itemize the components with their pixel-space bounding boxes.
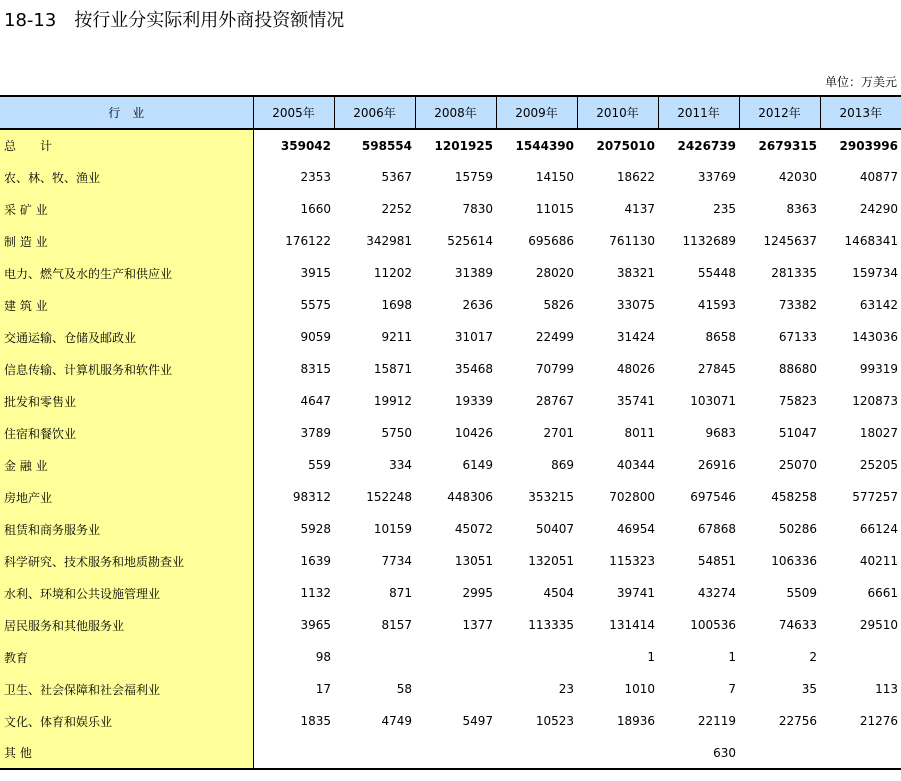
column-header-industry: 行 业	[0, 96, 253, 129]
table-row	[0, 513, 901, 545]
value-cell: 106336	[771, 554, 817, 568]
value-cell: 2701	[543, 426, 574, 440]
industry-cell: 住宿和餐饮业	[0, 417, 253, 449]
unit-label: 单位：万美元	[824, 75, 897, 89]
value-cell: 98	[315, 650, 331, 664]
value-cell: 7734	[381, 554, 412, 568]
value-cell: 1660	[300, 202, 331, 216]
data-table	[0, 95, 901, 770]
value-cell: 353215	[528, 490, 574, 504]
industry-cell: 居民服务和其他服务业	[0, 609, 253, 641]
table-row	[0, 705, 901, 737]
value-cell: 559	[308, 458, 331, 472]
table-row	[0, 545, 901, 577]
value-cell: 75823	[778, 394, 817, 408]
industry-cell: 采 矿 业	[0, 193, 253, 225]
value-cell	[334, 641, 415, 673]
value-cell: 871	[389, 586, 412, 600]
value-cell: 24290	[859, 202, 898, 216]
value-cell: 1377	[462, 618, 493, 632]
value-cell: 55448	[697, 266, 736, 280]
value-cell: 35	[801, 682, 817, 696]
value-cell: 42030	[778, 170, 817, 184]
industry-cell: 建 筑 业	[0, 289, 253, 321]
value-cell: 40211	[859, 554, 898, 568]
value-cell: 5928	[300, 522, 331, 536]
column-header-year: 2010年	[577, 96, 658, 129]
value-cell: 100536	[690, 618, 736, 632]
value-cell: 120873	[852, 394, 898, 408]
value-cell	[820, 641, 901, 673]
value-cell: 342981	[366, 234, 412, 248]
value-cell: 18936	[616, 714, 655, 728]
value-cell: 1010	[624, 682, 655, 696]
value-cell: 1	[728, 650, 736, 664]
table-row	[0, 321, 901, 353]
value-cell: 702800	[609, 490, 655, 504]
value-cell: 73382	[778, 298, 817, 312]
value-cell: 8157	[381, 618, 412, 632]
value-cell: 38321	[616, 266, 655, 280]
table-row	[0, 609, 901, 641]
value-cell: 9683	[705, 426, 736, 440]
industry-cell: 卫生、社会保障和社会福利业	[0, 673, 253, 705]
value-cell: 45072	[454, 522, 493, 536]
table-header-row	[0, 96, 901, 129]
value-cell: 1639	[300, 554, 331, 568]
value-cell: 19339	[454, 394, 493, 408]
value-cell: 1544390	[515, 138, 574, 153]
value-cell: 43274	[697, 586, 736, 600]
value-cell: 235	[713, 202, 736, 216]
value-cell: 103071	[690, 394, 736, 408]
column-header-year: 2008年	[415, 96, 496, 129]
value-cell: 67133	[778, 330, 817, 344]
column-header-year: 2013年	[820, 96, 901, 129]
value-cell: 113335	[528, 618, 574, 632]
value-cell: 33769	[697, 170, 736, 184]
value-cell: 8011	[624, 426, 655, 440]
value-cell: 4647	[300, 394, 331, 408]
page-title: 18-13 按行业分实际利用外商投资额情况	[4, 10, 345, 31]
value-cell: 1468341	[844, 234, 898, 248]
value-cell: 2903996	[839, 138, 898, 153]
table-row	[0, 449, 901, 481]
value-cell	[415, 673, 496, 705]
value-cell	[577, 737, 658, 769]
value-cell	[334, 737, 415, 769]
value-cell: 5509	[786, 586, 817, 600]
value-cell: 51047	[778, 426, 817, 440]
value-cell: 25205	[859, 458, 898, 472]
value-cell	[739, 737, 820, 769]
value-cell: 10159	[373, 522, 412, 536]
industry-cell: 水利、环境和公共设施管理业	[0, 577, 253, 609]
value-cell: 88680	[778, 362, 817, 376]
value-cell: 1201925	[434, 138, 493, 153]
value-cell: 115323	[609, 554, 655, 568]
table-row	[0, 481, 901, 513]
value-cell: 70799	[535, 362, 574, 376]
value-cell: 18027	[859, 426, 898, 440]
value-cell: 2995	[462, 586, 493, 600]
value-cell: 2679315	[758, 138, 817, 153]
value-cell: 21276	[859, 714, 898, 728]
value-cell	[253, 737, 334, 769]
value-cell: 48026	[616, 362, 655, 376]
industry-cell: 文化、体育和娱乐业	[0, 705, 253, 737]
value-cell: 1698	[381, 298, 412, 312]
value-cell: 29510	[859, 618, 898, 632]
value-cell: 22119	[697, 714, 736, 728]
value-cell: 14150	[535, 170, 574, 184]
value-cell: 176122	[285, 234, 331, 248]
value-cell: 40344	[616, 458, 655, 472]
value-cell: 10523	[535, 714, 574, 728]
column-header-year: 2012年	[739, 96, 820, 129]
table-row	[0, 225, 901, 257]
value-cell: 2353	[300, 170, 331, 184]
value-cell: 4504	[543, 586, 574, 600]
value-cell: 3965	[300, 618, 331, 632]
value-cell: 28767	[535, 394, 574, 408]
value-cell: 9059	[300, 330, 331, 344]
value-cell: 5497	[462, 714, 493, 728]
table-row	[0, 193, 901, 225]
value-cell: 598554	[361, 138, 412, 153]
value-cell: 334	[389, 458, 412, 472]
industry-cell: 其 他	[0, 737, 253, 769]
value-cell	[496, 737, 577, 769]
industry-cell: 制 造 业	[0, 225, 253, 257]
table-row	[0, 577, 901, 609]
table-row	[0, 353, 901, 385]
value-cell: 50407	[535, 522, 574, 536]
industry-cell: 金 融 业	[0, 449, 253, 481]
value-cell: 131414	[609, 618, 655, 632]
value-cell: 630	[658, 737, 739, 769]
value-cell: 28020	[535, 266, 574, 280]
table-row	[0, 737, 901, 769]
table-body	[0, 129, 901, 769]
value-cell: 458258	[771, 490, 817, 504]
industry-cell: 房地产业	[0, 481, 253, 513]
industry-cell: 科学研究、技术服务和地质勘查业	[0, 545, 253, 577]
value-cell: 74633	[778, 618, 817, 632]
value-cell	[820, 737, 901, 769]
industry-cell: 电力、燃气及水的生产和供应业	[0, 257, 253, 289]
value-cell: 6149	[462, 458, 493, 472]
industry-cell: 教育	[0, 641, 253, 673]
value-cell: 27845	[697, 362, 736, 376]
value-cell: 2252	[381, 202, 412, 216]
value-cell: 15871	[373, 362, 412, 376]
value-cell: 2636	[462, 298, 493, 312]
column-header-year: 2011年	[658, 96, 739, 129]
column-header-year: 2006年	[334, 96, 415, 129]
value-cell: 40877	[859, 170, 898, 184]
value-cell	[496, 641, 577, 673]
value-cell: 33075	[616, 298, 655, 312]
value-cell: 54851	[697, 554, 736, 568]
value-cell: 1	[647, 650, 655, 664]
value-cell: 1132	[300, 586, 331, 600]
value-cell: 359042	[280, 138, 331, 153]
value-cell: 5575	[300, 298, 331, 312]
value-cell: 5367	[381, 170, 412, 184]
value-cell: 577257	[852, 490, 898, 504]
table-row	[0, 641, 901, 673]
value-cell: 10426	[454, 426, 493, 440]
value-cell: 2426739	[677, 138, 736, 153]
table-row	[0, 129, 901, 161]
value-cell: 1835	[300, 714, 331, 728]
value-cell: 761130	[609, 234, 655, 248]
value-cell: 6661	[867, 586, 898, 600]
table-row	[0, 385, 901, 417]
industry-cell: 信息传输、计算机服务和软件业	[0, 353, 253, 385]
industry-cell: 批发和零售业	[0, 385, 253, 417]
value-cell: 31389	[454, 266, 493, 280]
value-cell: 2	[809, 650, 817, 664]
table-row	[0, 257, 901, 289]
value-cell: 99319	[859, 362, 898, 376]
value-cell: 17	[315, 682, 331, 696]
value-cell: 11015	[535, 202, 574, 216]
column-header-year: 2009年	[496, 96, 577, 129]
value-cell: 35468	[454, 362, 493, 376]
value-cell: 448306	[447, 490, 493, 504]
value-cell: 869	[551, 458, 574, 472]
value-cell: 26916	[697, 458, 736, 472]
value-cell: 22499	[535, 330, 574, 344]
industry-cell: 农、林、牧、渔业	[0, 161, 253, 193]
value-cell: 8658	[705, 330, 736, 344]
value-cell: 9211	[381, 330, 412, 344]
value-cell: 31424	[616, 330, 655, 344]
value-cell: 13051	[454, 554, 493, 568]
value-cell: 695686	[528, 234, 574, 248]
value-cell: 15759	[454, 170, 493, 184]
industry-cell: 总 计	[0, 129, 253, 161]
value-cell: 3789	[300, 426, 331, 440]
value-cell: 22756	[778, 714, 817, 728]
table-row	[0, 417, 901, 449]
value-cell: 7	[728, 682, 736, 696]
value-cell: 58	[396, 682, 412, 696]
value-cell: 1132689	[682, 234, 736, 248]
column-header-year: 2005年	[253, 96, 334, 129]
value-cell: 4749	[381, 714, 412, 728]
industry-cell: 租赁和商务服务业	[0, 513, 253, 545]
value-cell: 3915	[300, 266, 331, 280]
value-cell: 5750	[381, 426, 412, 440]
value-cell: 8363	[786, 202, 817, 216]
value-cell: 7830	[462, 202, 493, 216]
value-cell: 113	[875, 682, 898, 696]
value-cell: 525614	[447, 234, 493, 248]
value-cell: 63142	[859, 298, 898, 312]
value-cell: 11202	[373, 266, 412, 280]
value-cell: 41593	[697, 298, 736, 312]
value-cell: 159734	[852, 266, 898, 280]
value-cell: 8315	[300, 362, 331, 376]
value-cell: 697546	[690, 490, 736, 504]
value-cell: 1245637	[763, 234, 817, 248]
value-cell: 19912	[373, 394, 412, 408]
value-cell: 98312	[292, 490, 331, 504]
value-cell: 281335	[771, 266, 817, 280]
value-cell	[415, 737, 496, 769]
value-cell: 4137	[624, 202, 655, 216]
value-cell: 35741	[616, 394, 655, 408]
table-row	[0, 289, 901, 321]
value-cell: 23	[558, 682, 574, 696]
value-cell: 50286	[778, 522, 817, 536]
value-cell: 132051	[528, 554, 574, 568]
value-cell	[415, 641, 496, 673]
value-cell: 46954	[616, 522, 655, 536]
value-cell: 31017	[454, 330, 493, 344]
value-cell: 152248	[366, 490, 412, 504]
value-cell: 39741	[616, 586, 655, 600]
value-cell: 2075010	[596, 138, 655, 153]
value-cell: 25070	[778, 458, 817, 472]
industry-cell: 交通运输、仓储及邮政业	[0, 321, 253, 353]
value-cell: 143036	[852, 330, 898, 344]
value-cell: 66124	[859, 522, 898, 536]
table-row	[0, 673, 901, 705]
value-cell: 67868	[697, 522, 736, 536]
value-cell: 5826	[543, 298, 574, 312]
value-cell: 18622	[616, 170, 655, 184]
table-row	[0, 161, 901, 193]
